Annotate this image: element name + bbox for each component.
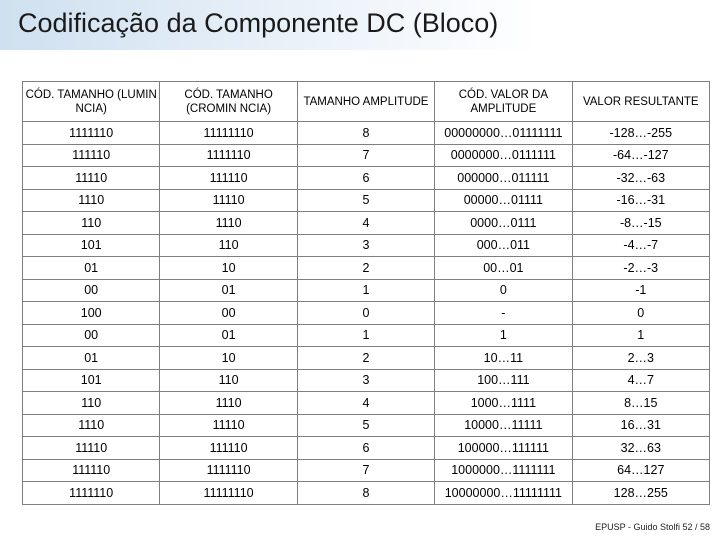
cell-amplitude-size: 8 bbox=[297, 122, 434, 145]
cell-luminance-size-code: 111110 bbox=[23, 459, 160, 482]
cell-amplitude-value-code: 10…11 bbox=[435, 347, 572, 370]
cell-chrominance-size-code: 01 bbox=[160, 279, 297, 302]
cell-amplitude-size: 6 bbox=[297, 167, 434, 190]
cell-chrominance-size-code: 01 bbox=[160, 324, 297, 347]
cell-resulting-value: -32…-63 bbox=[572, 167, 709, 190]
cell-amplitude-value-code: 1000…1111 bbox=[435, 392, 572, 415]
cell-luminance-size-code: 110 bbox=[23, 392, 160, 415]
cell-luminance-size-code: 1110 bbox=[23, 189, 160, 212]
cell-luminance-size-code: 11110 bbox=[23, 437, 160, 460]
slide-title: Codificação da Componente DC (Bloco) bbox=[18, 8, 499, 38]
cell-amplitude-value-code: 1 bbox=[435, 324, 572, 347]
cell-amplitude-size: 4 bbox=[297, 392, 434, 415]
cell-amplitude-size: 3 bbox=[297, 369, 434, 392]
header-resulting-value: VALOR RESULTANTE bbox=[572, 82, 709, 122]
cell-resulting-value: 4…7 bbox=[572, 369, 709, 392]
cell-amplitude-value-code: 0000000…0111111 bbox=[435, 144, 572, 167]
cell-resulting-value: 64…127 bbox=[572, 459, 709, 482]
cell-amplitude-size: 2 bbox=[297, 257, 434, 280]
table-row bbox=[23, 144, 710, 167]
table-row bbox=[23, 302, 710, 325]
table-row bbox=[23, 167, 710, 190]
cell-amplitude-value-code: 00000…01111 bbox=[435, 189, 572, 212]
cell-resulting-value: -8…-15 bbox=[572, 212, 709, 235]
cell-resulting-value: 32…63 bbox=[572, 437, 709, 460]
cell-resulting-value: 16…31 bbox=[572, 414, 709, 437]
slide-footer: EPUSP - Guido Stolfi 52 / 58 bbox=[595, 522, 710, 532]
table-row bbox=[23, 414, 710, 437]
cell-chrominance-size-code: 00 bbox=[160, 302, 297, 325]
cell-chrominance-size-code: 11111110 bbox=[160, 482, 297, 505]
header-chrominance-size-code: CÓD. TAMANHO (CROMIN NCIA) bbox=[160, 82, 297, 122]
cell-chrominance-size-code: 11111110 bbox=[160, 122, 297, 145]
table-row bbox=[23, 392, 710, 415]
cell-amplitude-value-code: 000…011 bbox=[435, 234, 572, 257]
table-row bbox=[23, 437, 710, 460]
table-row bbox=[23, 347, 710, 370]
cell-resulting-value: 128…255 bbox=[572, 482, 709, 505]
cell-amplitude-value-code: 100000…111111 bbox=[435, 437, 572, 460]
cell-resulting-value: 8…15 bbox=[572, 392, 709, 415]
dc-coding-table bbox=[22, 81, 710, 505]
cell-chrominance-size-code: 111110 bbox=[160, 167, 297, 190]
cell-amplitude-value-code: 1000000…1111111 bbox=[435, 459, 572, 482]
cell-luminance-size-code: 00 bbox=[23, 324, 160, 347]
cell-chrominance-size-code: 1111110 bbox=[160, 144, 297, 167]
table-row bbox=[23, 279, 710, 302]
title-bar bbox=[0, 0, 720, 50]
cell-resulting-value: -16…-31 bbox=[572, 189, 709, 212]
cell-resulting-value: -64…-127 bbox=[572, 144, 709, 167]
cell-amplitude-value-code: 10000000…11111111 bbox=[435, 482, 572, 505]
cell-resulting-value: -1 bbox=[572, 279, 709, 302]
cell-resulting-value: -4…-7 bbox=[572, 234, 709, 257]
cell-amplitude-size: 6 bbox=[297, 437, 434, 460]
cell-chrominance-size-code: 111110 bbox=[160, 437, 297, 460]
cell-amplitude-value-code: - bbox=[435, 302, 572, 325]
cell-luminance-size-code: 110 bbox=[23, 212, 160, 235]
header-luminance-size-code: CÓD. TAMANHO (LUMIN NCIA) bbox=[23, 82, 160, 122]
cell-resulting-value: 1 bbox=[572, 324, 709, 347]
header-amplitude-value-code: CÓD. VALOR DA AMPLITUDE bbox=[435, 82, 572, 122]
cell-amplitude-size: 5 bbox=[297, 414, 434, 437]
cell-chrominance-size-code: 10 bbox=[160, 257, 297, 280]
cell-chrominance-size-code: 11110 bbox=[160, 414, 297, 437]
cell-luminance-size-code: 1111110 bbox=[23, 482, 160, 505]
cell-amplitude-value-code: 0 bbox=[435, 279, 572, 302]
table-header-row bbox=[23, 82, 710, 122]
cell-chrominance-size-code: 1110 bbox=[160, 212, 297, 235]
table-row bbox=[23, 189, 710, 212]
table-row bbox=[23, 324, 710, 347]
cell-amplitude-value-code: 100…111 bbox=[435, 369, 572, 392]
cell-amplitude-value-code: 00…01 bbox=[435, 257, 572, 280]
cell-amplitude-size: 7 bbox=[297, 144, 434, 167]
cell-resulting-value: 0 bbox=[572, 302, 709, 325]
cell-luminance-size-code: 1111110 bbox=[23, 122, 160, 145]
cell-amplitude-value-code: 000000…011111 bbox=[435, 167, 572, 190]
cell-amplitude-size: 1 bbox=[297, 324, 434, 347]
cell-chrominance-size-code: 10 bbox=[160, 347, 297, 370]
table-row bbox=[23, 122, 710, 145]
cell-chrominance-size-code: 11110 bbox=[160, 189, 297, 212]
cell-amplitude-size: 3 bbox=[297, 234, 434, 257]
table-row bbox=[23, 369, 710, 392]
cell-amplitude-size: 0 bbox=[297, 302, 434, 325]
cell-luminance-size-code: 1110 bbox=[23, 414, 160, 437]
cell-amplitude-size: 7 bbox=[297, 459, 434, 482]
cell-amplitude-size: 1 bbox=[297, 279, 434, 302]
cell-amplitude-size: 8 bbox=[297, 482, 434, 505]
cell-luminance-size-code: 101 bbox=[23, 369, 160, 392]
cell-amplitude-size: 5 bbox=[297, 189, 434, 212]
table-row bbox=[23, 234, 710, 257]
cell-luminance-size-code: 111110 bbox=[23, 144, 160, 167]
header-amplitude-size: TAMANHO AMPLITUDE bbox=[297, 82, 434, 122]
cell-amplitude-size: 2 bbox=[297, 347, 434, 370]
cell-resulting-value: -128…-255 bbox=[572, 122, 709, 145]
cell-chrominance-size-code: 1111110 bbox=[160, 459, 297, 482]
table-row bbox=[23, 212, 710, 235]
table-row bbox=[23, 482, 710, 505]
cell-chrominance-size-code: 110 bbox=[160, 369, 297, 392]
cell-amplitude-value-code: 00000000…01111111 bbox=[435, 122, 572, 145]
cell-luminance-size-code: 01 bbox=[23, 257, 160, 280]
cell-amplitude-size: 4 bbox=[297, 212, 434, 235]
cell-luminance-size-code: 01 bbox=[23, 347, 160, 370]
cell-resulting-value: 2…3 bbox=[572, 347, 709, 370]
cell-resulting-value: -2…-3 bbox=[572, 257, 709, 280]
cell-luminance-size-code: 100 bbox=[23, 302, 160, 325]
cell-amplitude-value-code: 0000…0111 bbox=[435, 212, 572, 235]
cell-chrominance-size-code: 110 bbox=[160, 234, 297, 257]
table-row bbox=[23, 257, 710, 280]
table-row bbox=[23, 459, 710, 482]
cell-luminance-size-code: 101 bbox=[23, 234, 160, 257]
table-body bbox=[23, 122, 710, 505]
cell-luminance-size-code: 00 bbox=[23, 279, 160, 302]
cell-luminance-size-code: 11110 bbox=[23, 167, 160, 190]
cell-amplitude-value-code: 10000…11111 bbox=[435, 414, 572, 437]
cell-chrominance-size-code: 1110 bbox=[160, 392, 297, 415]
